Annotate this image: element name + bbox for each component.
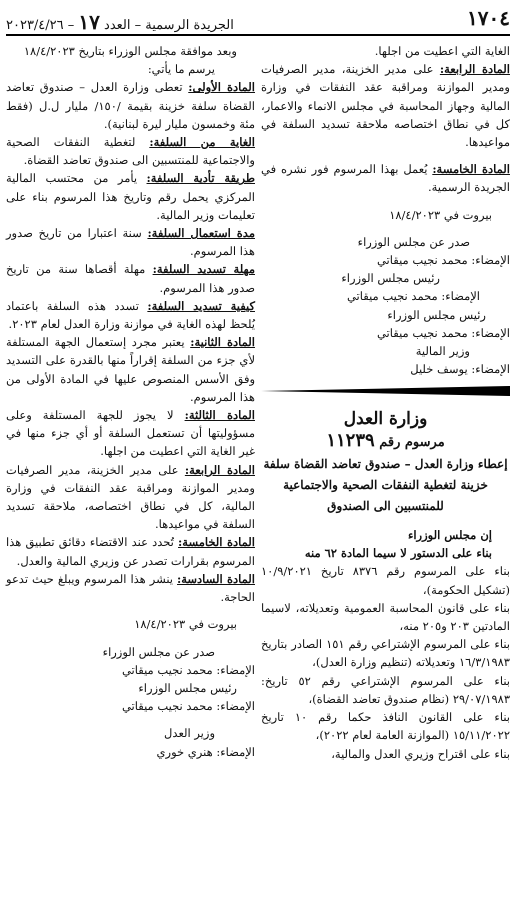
decree-number: ١١٢٣٩ xyxy=(326,429,375,451)
signature-line: رئيس مجلس الوزراء xyxy=(341,271,440,286)
decree-heading xyxy=(261,429,510,452)
preamble-constitution: بناء على الدستور لا سيما المادة ٦٢ منه xyxy=(304,546,492,561)
article-text: يعتبر مجرد إستعمال الجهة المستلفة لأي جزء من السلفة إقراراً منها بالقدرة على التسديد وفق الأسس المنصوص عليها في المادة الأولى من هذا المرسوم. xyxy=(6,335,255,404)
advance-use-period xyxy=(6,224,255,260)
article-4 xyxy=(261,60,510,151)
article-label: المادة الخامسة: xyxy=(178,535,255,550)
preamble-item: بناء على اقتراح وزيري العدل والمالية، xyxy=(331,746,510,761)
decrees-line: يرسم ما يأتي: xyxy=(147,62,215,77)
advance-repay-period xyxy=(6,260,255,296)
signature-line: الإمضاء: محمد نجيب ميقاتي xyxy=(346,289,480,304)
article-5 xyxy=(261,160,510,196)
right-column xyxy=(261,42,510,763)
article-text: ينشر هذا المرسوم ويبلغ حيث تدعو الحاجة. xyxy=(6,571,255,605)
article-1 xyxy=(6,78,255,133)
article-text: على مدير الخزينة، مدير الصرفيات ومدير الموازنة ومراقبة عقد النفقات في وزارة المالية، كل في نطاق اختصاصه، ملاحقة تسديد السلفة في مواعيدها. xyxy=(6,462,255,532)
header-rule xyxy=(6,34,510,36)
decree-prefix: مرسوم رقم xyxy=(379,434,445,450)
page-header xyxy=(6,6,510,32)
page-number: ١٧٠٤ xyxy=(467,6,510,30)
article-text: يأمر من محتسب المالية المركزي يحمل رقم وتاريخ هذا المرسوم بناء على تعليمات وزير المالية. xyxy=(6,171,255,222)
advance-purpose xyxy=(6,133,255,169)
issue-date: – ٢٠٢٣/٤/٢٦ xyxy=(6,18,75,33)
signature-line: الإمضاء: محمد نجيب ميقاتي xyxy=(121,662,255,677)
preamble-item: بناء على المرسوم الإشتراعي رقم ٥٢ تاريخ: ٢٩/٠٧/١٩٨٣ (نظام صندوق تعاضد القضاة)، xyxy=(261,673,510,706)
article-label: مهلة تسديد السلفة: xyxy=(152,262,255,277)
article-label: مدة استعمال السلفة: xyxy=(147,226,255,241)
signature-line: رئيس مجلس الوزراء xyxy=(138,680,237,695)
section-divider-arrow xyxy=(261,384,510,398)
article-label: المادة الثالثة: xyxy=(184,408,255,423)
article-3 xyxy=(6,406,255,461)
article-5 xyxy=(6,533,255,569)
article-label: المادة الثانية: xyxy=(190,335,255,350)
signature-line: رئيس مجلس الوزراء xyxy=(387,307,486,322)
signature-line: الإمضاء: يوسف خليل xyxy=(410,362,510,377)
preamble-item: بناء على القانون النافذ حكما رقم ١٠ تاريخ ١٥/١١/٢٠٢٢ (الموازنة العامة لعام ٢٠٢٢)، xyxy=(261,710,510,743)
continued-text: الغاية التي اعطيت من اجلها. xyxy=(374,44,510,58)
issue-number: ١٧ xyxy=(78,10,100,34)
preamble-item: بناء على المرسوم الإشتراعي رقم ١٥١ الصادر بتاريخ ١٦/٣/١٩٨٣ وتعديلاته (تنظيم وزارة العدل)، xyxy=(261,637,510,670)
decree-title: إعطاء وزارة العدل – صندوق تعاضد القضاة سلفة خزينة لتغطية النفقات الصحية والاجتماعية للمنتسبين الى الصندوق xyxy=(263,457,508,514)
signature-line: الإمضاء: محمد نجيب ميقاتي xyxy=(376,325,510,340)
article-label: المادة الرابعة: xyxy=(184,462,255,477)
advance-method xyxy=(6,169,255,224)
signature-line: صدر عن مجلس الوزراء xyxy=(102,644,215,659)
article-label: المادة الأولى: xyxy=(188,80,255,95)
signature-line: وزير العدل xyxy=(164,726,215,741)
article-label: الغاية من السلفة: xyxy=(149,135,255,150)
signature-line: صدر عن مجلس الوزراء xyxy=(357,234,470,249)
article-text: مهلة أقصاها سنة من تاريخ صدور هذا المرسوم. xyxy=(6,262,255,295)
article-text: يُعمل بهذا المرسوم فور نشره في الجريدة الرسمية. xyxy=(261,162,510,195)
article-label: كيفية تسديد السلفة: xyxy=(147,298,255,313)
place-date: بيروت في ١٨/٤/٢٠٢٣ xyxy=(134,617,237,632)
signature-line: الإمضاء: محمد نجيب ميقاتي xyxy=(376,253,510,268)
council-line: إن مجلس الوزراء xyxy=(407,528,492,543)
article-label: المادة الخامسة: xyxy=(432,162,510,177)
preamble-item: بناء على المرسوم رقم ٨٣٧٦ تاريخ ١٠/٩/٢٠٢١ (تشكيل الحكومة)، xyxy=(261,564,510,597)
article-6 xyxy=(6,570,255,606)
place-date: بيروت في ١٨/٤/٢٠٢٣ xyxy=(389,207,492,222)
article-label: المادة السادسة: xyxy=(177,571,255,586)
article-text: تُحدد عند الاقتضاء دقائق تطبيق هذا المرسوم بقرارات تصدر عن وزيري المالية والعدل. xyxy=(6,535,255,568)
article-label: المادة الرابعة: xyxy=(439,62,510,77)
article-2 xyxy=(6,333,255,406)
gazette-header xyxy=(6,10,234,34)
article-text: لا يجوز للجهة المستلفة وعلى مسؤوليتها أن تستعمل السلفة أو أي جزء منها في غير الغاية التي اعطيت من اجلها. xyxy=(6,408,255,459)
advance-repay-method xyxy=(6,297,255,333)
article-label: طريقة تأدية السلفة: xyxy=(146,171,255,186)
article-text: سنة اعتبارا من تاريخ صدور هذا المرسوم. xyxy=(6,226,255,259)
article-text: تعطى وزارة العدل – صندوق تعاضد القضاة سلفة خزينة بقيمة /١٥٠/ مليار ل.ل (فقط مئة وخمسون مليار ليرة لبنانية). xyxy=(6,80,255,131)
article-4 xyxy=(6,461,255,534)
article-text: على مدير الخزينة، مدير الصرفيات ومدير الموازنة ومراقبة عقد النفقات في وزارة المالية وجهاز المحاسبة في مجلس الانماء والاعمار، كل في نطاق اختصاصه ملاحقة تسديد السلفة في مواعيدها. xyxy=(261,62,510,150)
signature-line: الإمضاء: هنري خوري xyxy=(156,744,255,759)
approval-line: وبعد موافقة مجلس الوزراء بتاريخ ١٨/٤/٢٠٢٣ xyxy=(23,44,237,58)
ministry-title: وزارة العدل xyxy=(343,408,428,429)
article-text: تسدد هذه السلفة باعتماد يُلحظ لهذه الغاية في موازنة وزارة العدل لعام ٢٠٢٣. xyxy=(6,298,255,332)
preamble-item: بناء على قانون المحاسبة العمومية وتعديلاته، لاسيما المادتين ٢٠٣ و٢٠٥ منه، xyxy=(261,600,510,634)
signature-line: الإمضاء: محمد نجيب ميقاتي xyxy=(121,699,255,714)
article-text: لتغطية النفقات الصحية والاجتماعية للمنتسبين الى صندوق تعاضد القضاة. xyxy=(6,135,255,168)
gazette-title: الجريدة الرسمية – العدد xyxy=(104,18,234,33)
signature-line: وزير المالية xyxy=(415,344,470,359)
left-column xyxy=(6,42,255,761)
